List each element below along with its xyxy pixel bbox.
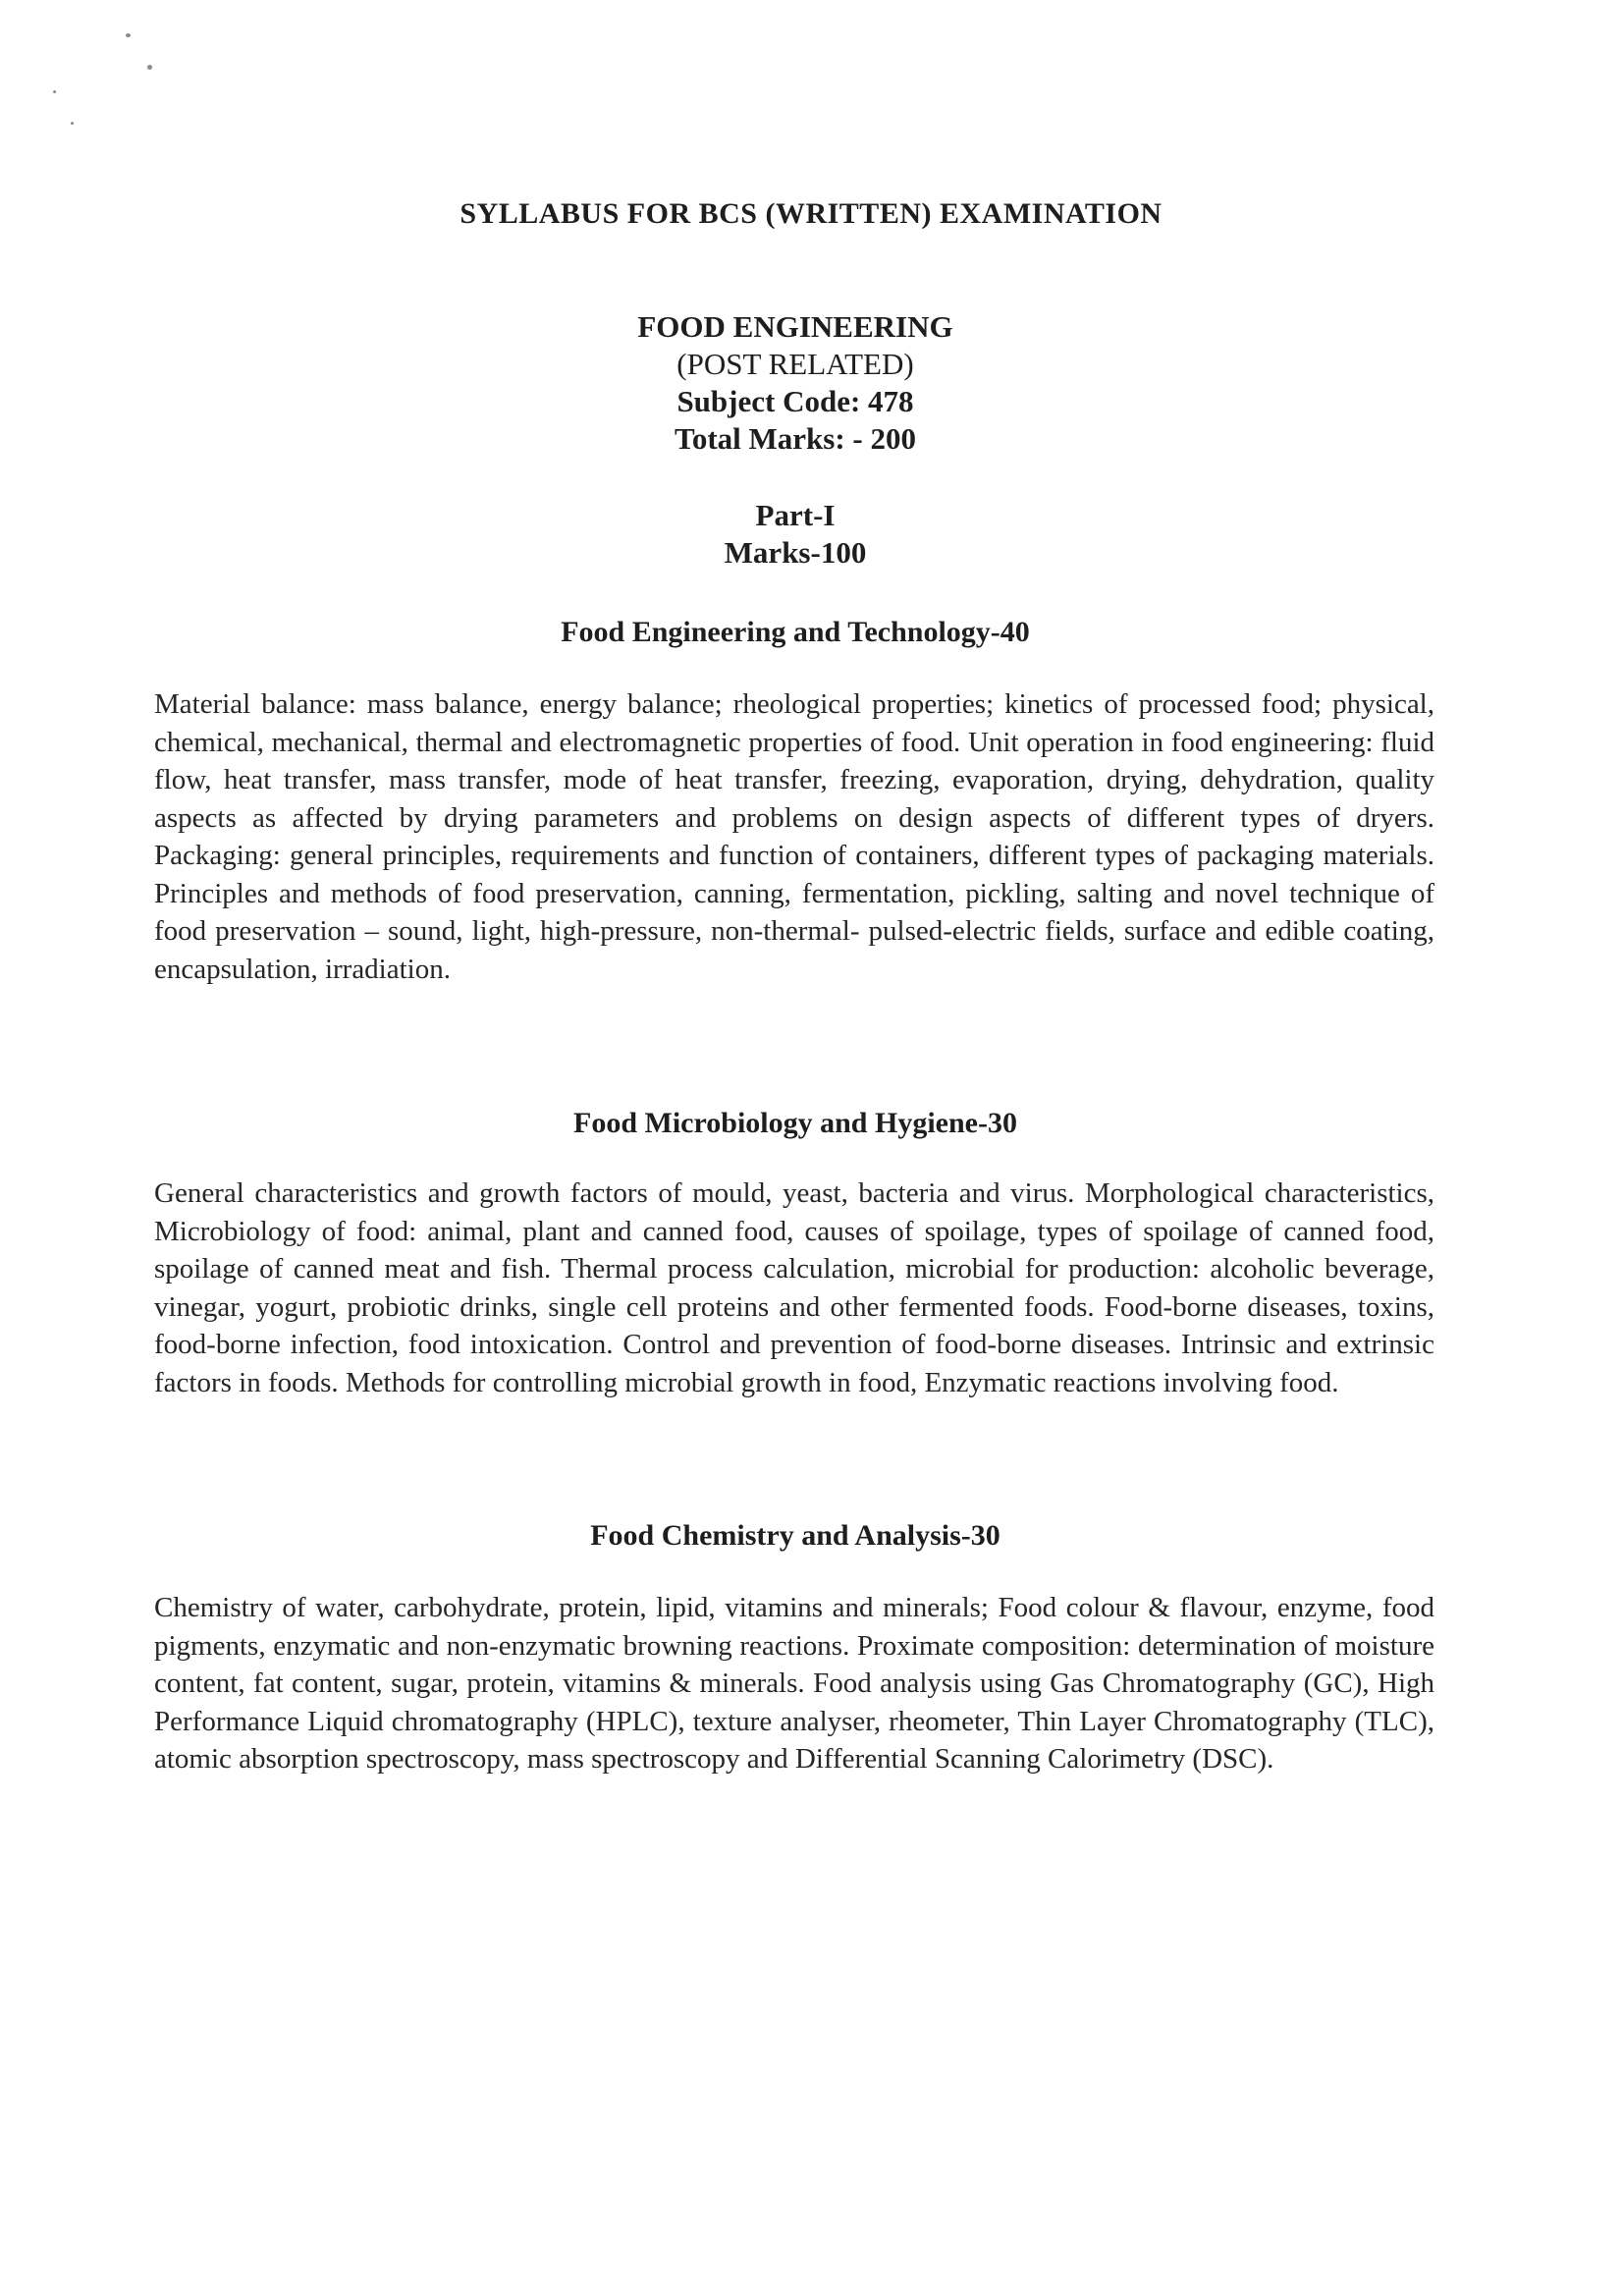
subject-category: (POST RELATED) — [676, 347, 914, 381]
section-heading-food-microbiology: Food Microbiology and Hygiene-30 — [573, 1107, 1017, 1139]
section-heading-food-engineering: Food Engineering and Technology-40 — [561, 616, 1030, 648]
speck — [53, 90, 56, 93]
document-title: SYLLABUS FOR BCS (WRITTEN) EXAMINATION — [460, 197, 1162, 230]
subject-name: FOOD ENGINEERING — [637, 309, 953, 344]
part-label: Part-I — [755, 498, 836, 532]
section-body-food-chemistry: Chemistry of water, carbohydrate, protein, lipid, vitamins and minerals; Food colour & flavour, enzyme, food pigments, enzymatic and non-enzymatic browning reactions. Proximate composition: determination of moisture content, fat content, sugar, protein, vitamins & minerals. Food analysis using Gas Chromatography (GC), High Performance Liquid chromatography (HPLC), texture analyser, rheometer, Thin Layer Chromatography (TLC), atomic absorption spectroscopy, mass spectroscopy and Differential Scanning Calorimetry (DSC). — [154, 1592, 1434, 1775]
section-body-food-engineering: Material balance: mass balance, energy balance; rheological properties; kinetics of processed food; physical, chemical, mechanical, thermal and electromagnetic properties of food. Unit operation in food engineering: fluid flow, heat transfer, mass transfer, mode of heat transfer, freezing, evaporation, drying, dehydration, quality aspects as affected by drying parameters and problems on design aspects of different types of dryers. Packaging: general principles, requirements and function of containers, different types of packaging materials. Principles and methods of food preservation, canning, fermentation, pickling, salting and novel technique of food preservation – sound, light, high-pressure, non-thermal- pulsed-electric fields, surface and edible coating, encapsulation, irradiation. — [154, 688, 1434, 985]
total-marks: Total Marks: - 200 — [675, 421, 916, 456]
subject-code: Subject Code: 478 — [676, 384, 914, 418]
subject-block — [0, 308, 1591, 458]
speck — [71, 122, 74, 125]
part-marks: Marks-100 — [724, 535, 867, 570]
part-block — [0, 497, 1591, 572]
speck — [126, 33, 131, 37]
speck — [147, 65, 152, 70]
section-heading-food-chemistry: Food Chemistry and Analysis-30 — [590, 1519, 1000, 1552]
section-body-food-microbiology: General characteristics and growth factors of mould, yeast, bacteria and virus. Morphological characteristics, Microbiology of food: animal, plant and canned food, causes of spoilage, types of spoilage of canned food, spoilage of canned meat and fish. Thermal process calculation, microbial for production: alcoholic beverage, vinegar, yogurt, probiotic drinks, single cell proteins and other fermented foods. Food-borne diseases, toxins, food-borne infection, food intoxication. Control and prevention of food-borne diseases. Intrinsic and extrinsic factors in foods. Methods for controlling microbial growth in food, Enzymatic reactions involving food. — [154, 1177, 1434, 1398]
